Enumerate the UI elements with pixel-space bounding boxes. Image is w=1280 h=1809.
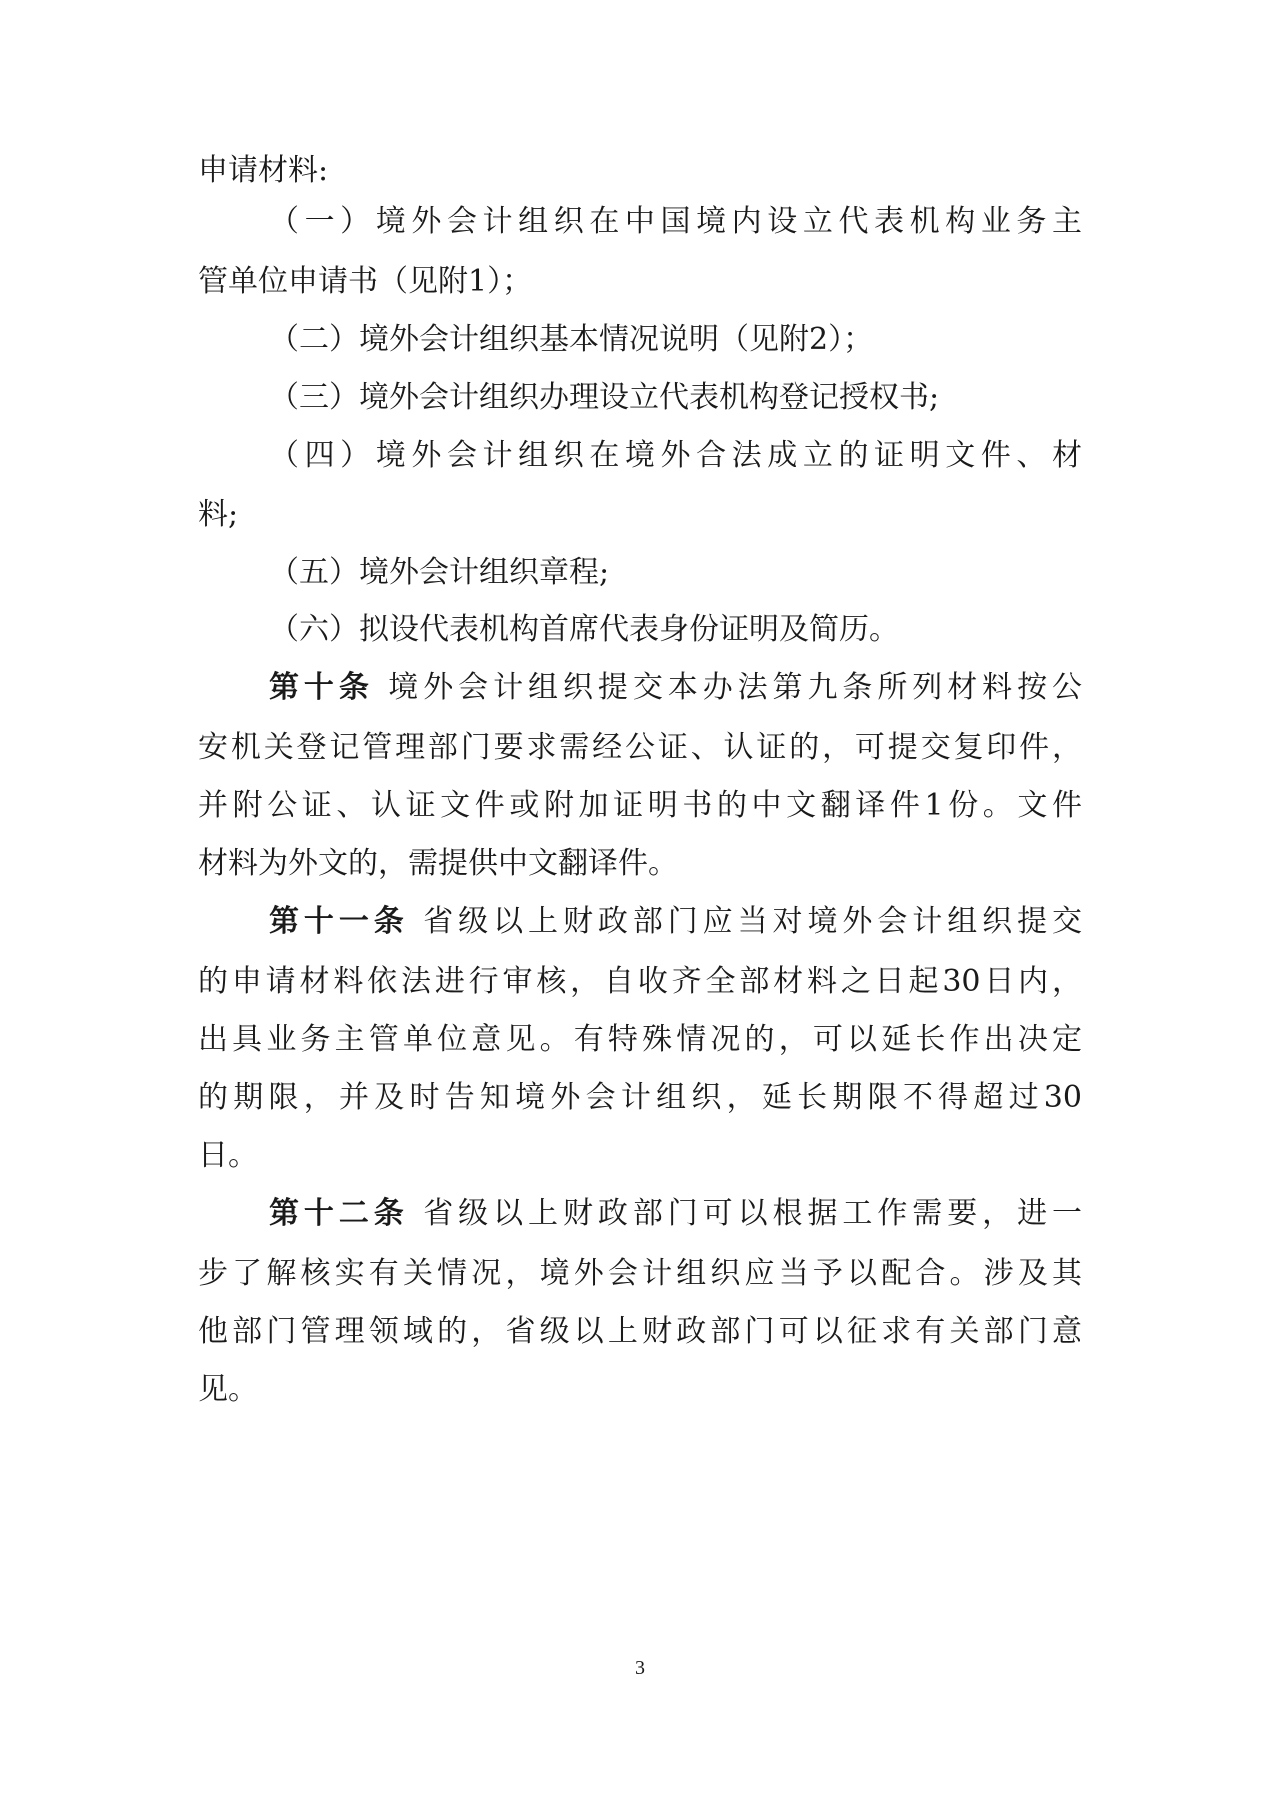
text-line: 料; xyxy=(198,497,239,532)
article-label: 第十条 xyxy=(269,670,374,705)
text-line: 的期限，并及时告知境外会计组织，延长期限不得超过30 xyxy=(198,1080,1082,1115)
text-line: 的申请材料依法进行审核，自收齐全部材料之日起30日内， xyxy=(198,964,1082,999)
text-line: （二）境外会计组织基本情况说明（见附2）； xyxy=(269,322,874,357)
text-line: 并附公证、认证文件或附加证明书的中文翻译件1份。文件 xyxy=(198,788,1082,823)
text-line: 材料为外文的，需提供中文翻译件。 xyxy=(198,846,678,881)
text-line: 安机关登记管理部门要求需经公证、认证的，可提交复印件， xyxy=(198,730,1082,765)
article-text: 省级以上财政部门可以根据工作需要，进一 xyxy=(423,1196,1082,1231)
text-line: 见。 xyxy=(198,1372,258,1407)
text-line: （三）境外会计组织办理设立代表机构登记授权书; xyxy=(269,380,940,415)
text-line: 出具业务主管单位意见。有特殊情况的，可以延长作出决定 xyxy=(198,1022,1082,1057)
article-text: 境外会计组织提交本办法第九条所列材料按公 xyxy=(388,670,1082,705)
article-label: 第十二条 xyxy=(269,1196,409,1231)
article-12-line xyxy=(269,1194,1082,1234)
text-line: 管单位申请书（见附1）； xyxy=(198,264,533,299)
text-line: （五）境外会计组织章程; xyxy=(269,555,610,590)
text-line: 日。 xyxy=(198,1138,258,1173)
article-11-line xyxy=(269,902,1082,942)
text-line: （六）拟设代表机构首席代表身份证明及简历。 xyxy=(269,612,899,647)
text-line: （四）境外会计组织在境外合法成立的证明文件、材 xyxy=(269,438,1082,473)
text-line: 步了解核实有关情况，境外会计组织应当予以配合。涉及其 xyxy=(198,1256,1082,1291)
article-text: 省级以上财政部门应当对境外会计组织提交 xyxy=(423,904,1082,939)
text-line: （一）境外会计组织在中国境内设立代表机构业务主 xyxy=(269,204,1082,239)
page-number: 3 xyxy=(635,1657,645,1679)
article-label: 第十一条 xyxy=(269,904,409,939)
article-10-line xyxy=(269,668,1082,708)
text-line: 他部门管理领域的，省级以上财政部门可以征求有关部门意 xyxy=(198,1314,1082,1349)
text-line: 申请材料: xyxy=(198,153,329,188)
